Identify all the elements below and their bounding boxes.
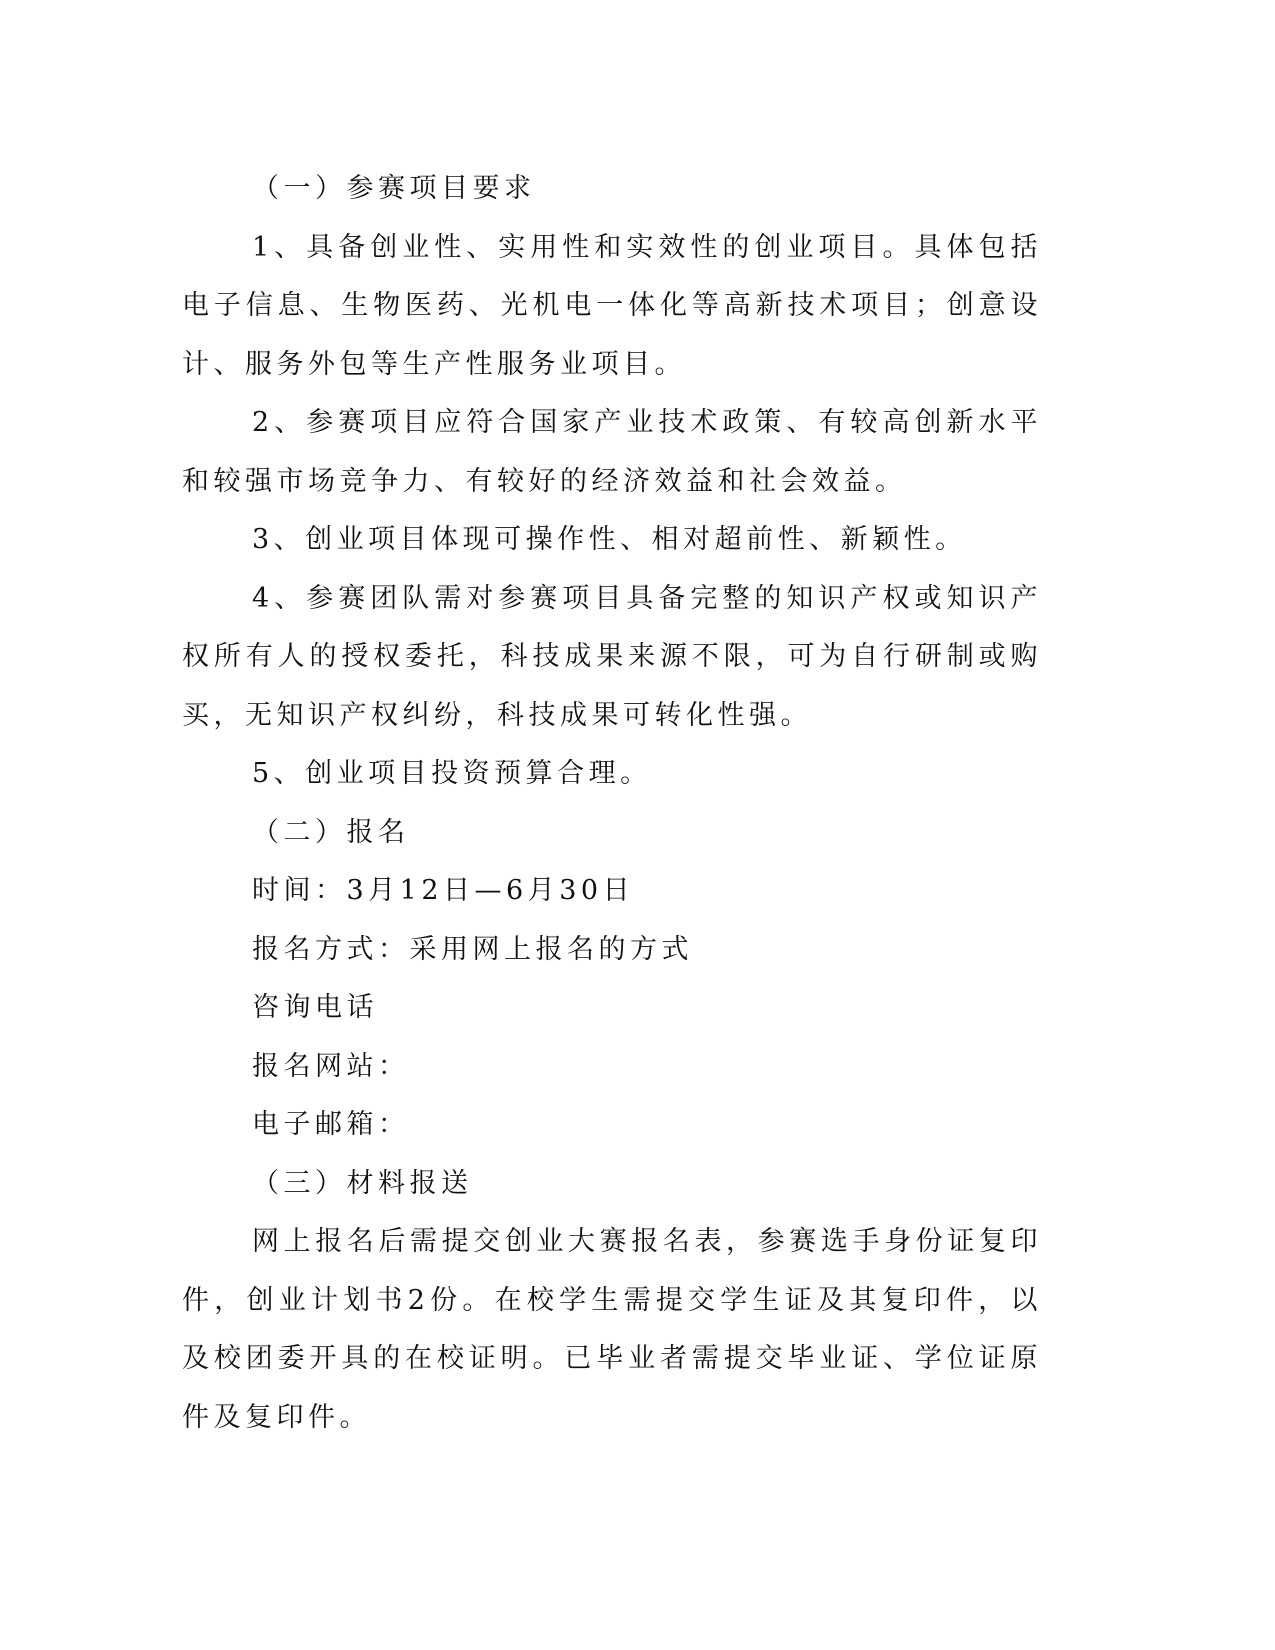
section-heading-materials: （三）材料报送: [252, 1167, 473, 1199]
registration-time: 时间：3月12日—6月30日: [252, 875, 635, 906]
registration-phone: 咨询电话: [252, 992, 378, 1023]
requirement-item-1: 1、具备创业性、实用性和实效性的创业项目。具体包括电子信息、生物医药、光机电一体化等高新技术项目；创意设计、服务外包等生产性服务业项目。: [182, 231, 1042, 380]
section-heading-registration: （二）报名: [252, 816, 410, 848]
registration-email: 电子邮箱：: [252, 1109, 410, 1140]
requirement-item-5: 5、创业项目投资预算合理。: [252, 758, 652, 789]
document-body: [182, 160, 1042, 1447]
registration-method: 报名方式：采用网上报名的方式: [252, 933, 693, 965]
section-heading-project-requirements: （一）参赛项目要求: [252, 173, 536, 204]
requirement-item-3: 3、创业项目体现可操作性、相对超前性、新颖性。: [252, 524, 967, 555]
registration-website: 报名网站：: [252, 1050, 410, 1082]
requirement-item-2: 2、参赛项目应符合国家产业技术政策、有较高创新水平和较强市场竞争力、有较好的经济效益和社会效益。: [182, 407, 1042, 497]
materials-body: 网上报名后需提交创业大赛报名表，参赛选手身份证复印件，创业计划书2份。在校学生需提交学生证及其复印件，以及校团委开具的在校证明。已毕业者需提交毕业证、学位证原件及复印件。: [182, 1226, 1042, 1433]
requirement-item-4: 4、参赛团队需对参赛项目具备完整的知识产权或知识产权所有人的授权委托，科技成果来源不限，可为自行研制或购买，无知识产权纠纷，科技成果可转化性强。: [182, 582, 1042, 731]
